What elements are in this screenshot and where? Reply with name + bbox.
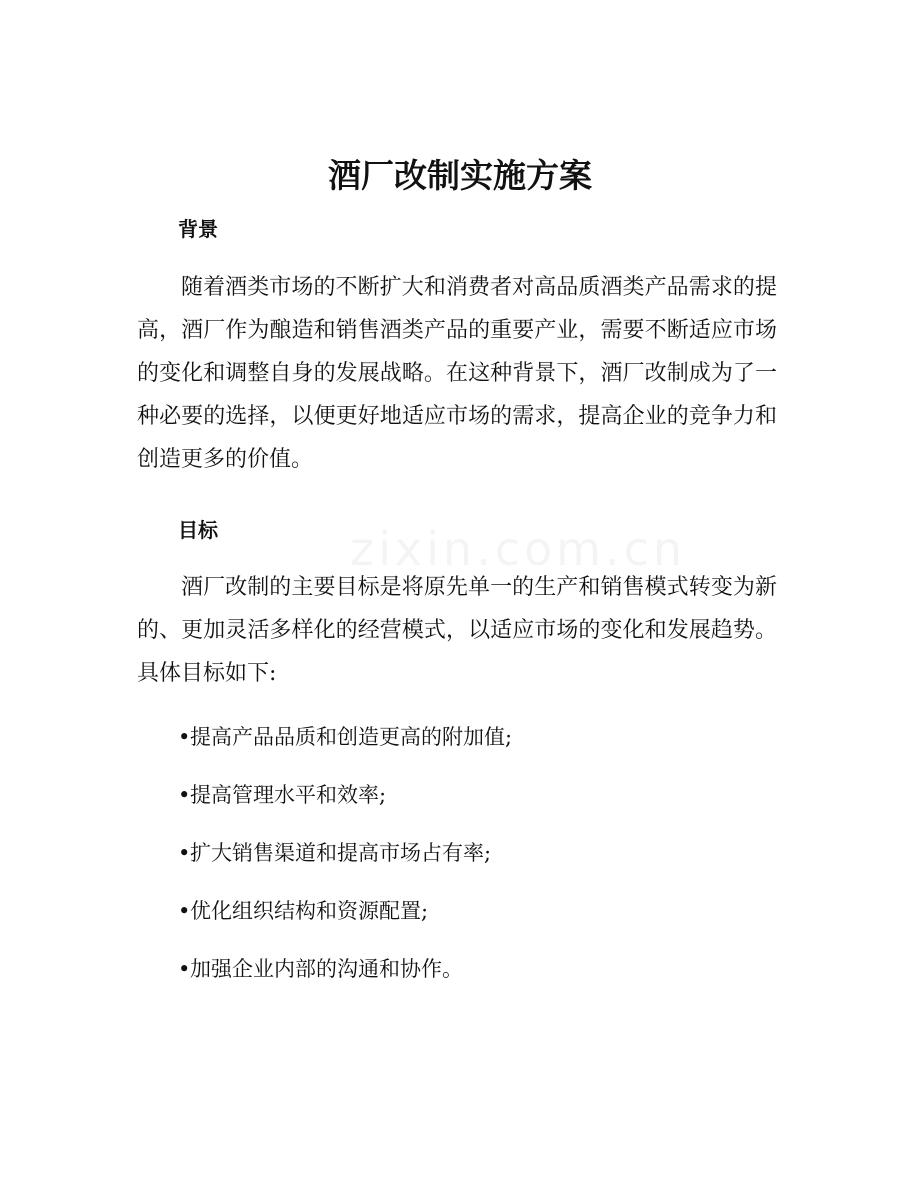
section-heading-background: 背景 bbox=[178, 217, 218, 241]
bullet-icon: • bbox=[178, 899, 191, 923]
bullet-icon: • bbox=[178, 841, 191, 865]
goal-list bbox=[178, 716, 512, 1006]
goal-text: 扩大销售渠道和提高市场占有率; bbox=[190, 841, 492, 865]
goal-text: 加强企业内部的沟通和协作。 bbox=[190, 957, 463, 981]
section-heading-goals: 目标 bbox=[178, 518, 218, 542]
bullet-icon: • bbox=[178, 725, 191, 749]
goal-text: 提高管理水平和效率; bbox=[190, 783, 387, 807]
section-paragraph-goals: 酒厂改制的主要目标是将原先单一的生产和销售模式转变为新的、更加灵活多样化的经营模式，以适应市场的变化和发展趋势。具体目标如下: bbox=[137, 575, 777, 686]
goal-list-item bbox=[178, 890, 512, 948]
goal-text: 优化组织结构和资源配置; bbox=[190, 899, 429, 923]
goal-list-item bbox=[178, 774, 512, 832]
document-title: 酒厂改制实施方案 bbox=[328, 156, 592, 195]
goal-list-item bbox=[178, 832, 512, 890]
goal-list-item bbox=[178, 948, 512, 1006]
goal-text: 提高产品品质和创造更高的附加值; bbox=[190, 725, 513, 749]
bullet-icon: • bbox=[178, 783, 191, 807]
bullet-icon: • bbox=[178, 957, 191, 981]
goal-list-item bbox=[178, 716, 512, 774]
section-paragraph-background: 随着酒类市场的不断扩大和消费者对高品质酒类产品需求的提高，酒厂作为酿造和销售酒类产品的重要产业，需要不断适应市场的变化和调整自身的发展战略。在这种背景下，酒厂改制成为了一种必要的选择，以便更好地适应市场的需求，提高企业的竞争力和创造更多的价值。 bbox=[137, 275, 777, 472]
